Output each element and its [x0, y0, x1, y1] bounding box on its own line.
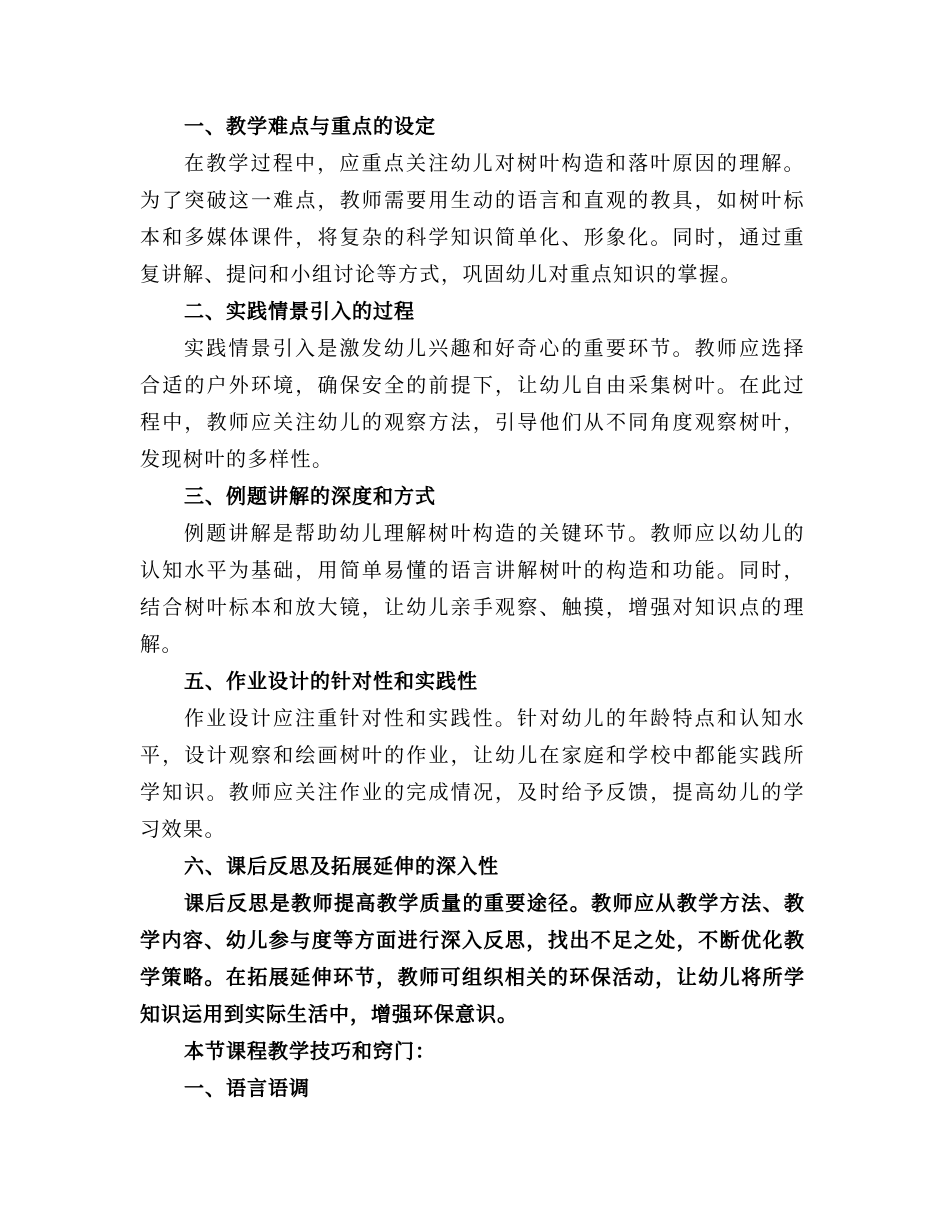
- section-paragraph-homework-design: 作业设计应注重针对性和实践性。针对幼儿的年龄特点和认知水平，设计观察和绘画树叶的作业，让幼儿在家庭和学校中都能实践所学知识。教师应关注作业的完成情况，及时给予反馈，提高幼儿的学习效果。: [140, 706, 805, 841]
- section-paragraph-reflection-extension: 课后反思是教师提高教学质量的重要途径。教师应从教学方法、教学内容、幼儿参与度等方面进行深入反思，找出不足之处，不断优化教学策略。在拓展延伸环节，教师可组织相关的环保活动，让幼儿将所学知识运用到实际生活中，增强环保意识。: [140, 891, 805, 1026]
- section-heading-practice-scenario: 二、实践情景引入的过程: [184, 299, 415, 323]
- document-body: [140, 108, 805, 1107]
- section-heading-difficulty-focus: 一、教学难点与重点的设定: [184, 114, 436, 138]
- section-paragraph-example-explanation: 例题讲解是帮助幼儿理解树叶构造的关键环节。教师应以幼儿的认知水平为基础，用简单易懂的语言讲解树叶的构造和功能。同时，结合树叶标本和放大镜，让幼儿亲手观察、触摸，增强对知识点的理解。: [140, 521, 805, 656]
- tips-title: 本节课程教学技巧和窍门：: [184, 1039, 436, 1063]
- section-heading-reflection-extension: 六、课后反思及拓展延伸的深入性: [184, 854, 499, 878]
- section-heading-homework-design: 五、作业设计的针对性和实践性: [184, 669, 478, 693]
- section-paragraph-difficulty-focus: 在教学过程中，应重点关注幼儿对树叶构造和落叶原因的理解。为了突破这一难点，教师需要用生动的语言和直观的教具，如树叶标本和多媒体课件，将复杂的科学知识简单化、形象化。同时，通过重复讲解、提问和小组讨论等方式，巩固幼儿对重点知识的掌握。: [140, 151, 805, 286]
- section-paragraph-practice-scenario: 实践情景引入是激发幼儿兴趣和好奇心的重要环节。教师应选择合适的户外环境，确保安全的前提下，让幼儿自由采集树叶。在此过程中，教师应关注幼儿的观察方法，引导他们从不同角度观察树叶，发现树叶的多样性。: [140, 336, 805, 471]
- section-heading-example-explanation: 三、例题讲解的深度和方式: [184, 484, 436, 508]
- tips-heading-language-tone: 一、语言语调: [184, 1076, 310, 1100]
